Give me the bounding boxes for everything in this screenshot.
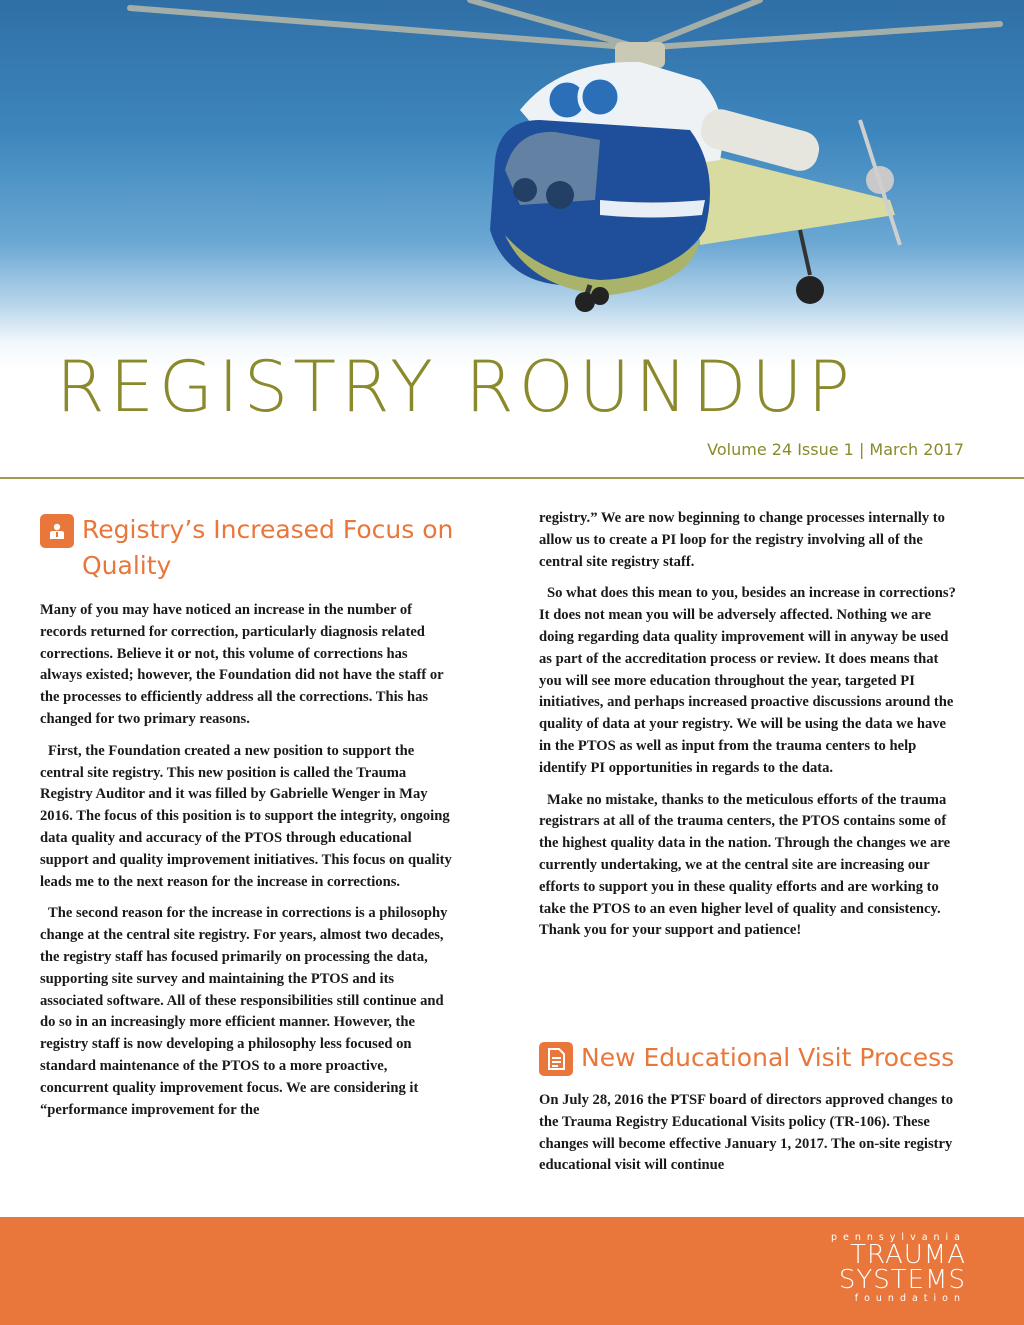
paragraph: Many of you may have noticed an increase in the number of records returned for correction, particularly diagnosis related corrections. Believe it or not, this volume of corrections has always existed; however, the Foundation did not have the staff or the processes to efficiently address all the corrections. This has changed for two primary reasons. bbox=[40, 602, 444, 727]
logo-line-2: SYSTEMS bbox=[838, 1265, 966, 1295]
article-column-left bbox=[40, 600, 452, 1131]
logo-bottom-text: foundation bbox=[854, 1293, 966, 1304]
header-divider bbox=[0, 477, 1024, 479]
article-column-right-2 bbox=[539, 1090, 957, 1187]
article-heading-text: New Educational Visit Process bbox=[581, 1043, 955, 1072]
paragraph: So what does this mean to you, besides an increase in corrections? It does not mean you will be adversely affected. Nothing we are doing regarding data quality improvement will in anyway be used as part of the accreditation process or review. It does means that you will see more education throughout the year, targeted PI initiatives, and perhaps increased proactive discussions around the quality of data at your registry. We will be using the data we have in the PTOS as well as input from the trauma centers to help identify PI opportunities in regards to the data. bbox=[539, 585, 956, 776]
logo-line-1: TRAUMA bbox=[850, 1240, 966, 1270]
paragraph: registry.” We are now beginning to change processes internally to allow us to create a PI loop for the registry involving all of the central site registry staff. bbox=[539, 510, 945, 570]
logo-top-text: pennsylvania bbox=[830, 1232, 966, 1243]
paragraph: On July 28, 2016 the PTSF board of directors approved changes to the Trauma Registry Educational Visits policy (TR-106). These changes will become effective January 1, 2017. The on-site registry educational visit will continue bbox=[539, 1092, 954, 1174]
article-column-right bbox=[539, 508, 957, 952]
article-heading-text: Registry’s Increased Focus on Quality bbox=[82, 515, 454, 580]
paragraph: Make no mistake, thanks to the meticulous efforts of the trauma registrars at all of the trauma centers, the PTOS contains some of the highest quality data in the nation. Through the changes we are currently undertaking, we at the central site are increasing our efforts to support you in these quality efforts and are working to take the PTOS to an even higher level of quality and consistency. Thank you for your support and patience! bbox=[539, 791, 951, 939]
article-heading-quality bbox=[40, 512, 460, 584]
newsletter-title: REGISTRY ROUNDUP bbox=[56, 346, 855, 428]
issue-info: Volume 24 Issue 1 | March 2017 bbox=[707, 440, 964, 459]
person-badge-icon bbox=[40, 514, 74, 548]
document-icon bbox=[539, 1042, 573, 1076]
ptsf-logo bbox=[831, 1232, 966, 1304]
paragraph: First, the Foundation created a new position to support the central site registry. This new position is called the Trauma Registry Auditor and it was filled by Gabrielle Wenger in May 2016. The focus of this position is to support the integrity, ongoing data quality and accuracy of the PTOS through educational support and quality improvement initiatives. This focus on quality leads me to the next reason for the increase in corrections. bbox=[40, 742, 452, 890]
paragraph: The second reason for the increase in corrections is a philosophy change at the central site registry. For years, almost two decades, the registry staff has focused primarily on processing the data, supporting site survey and maintaining the PTOS and its associated software. All of these responsibilities still continue and do so in an increasingly more efficient manner. However, the registry staff is now developing a philosophy less focused on standard maintenance of the PTOS to a more proactive, concurrent quality improvement focus. We are considering it “performance improvement for the bbox=[40, 905, 448, 1118]
article-heading-visit bbox=[539, 1040, 979, 1076]
